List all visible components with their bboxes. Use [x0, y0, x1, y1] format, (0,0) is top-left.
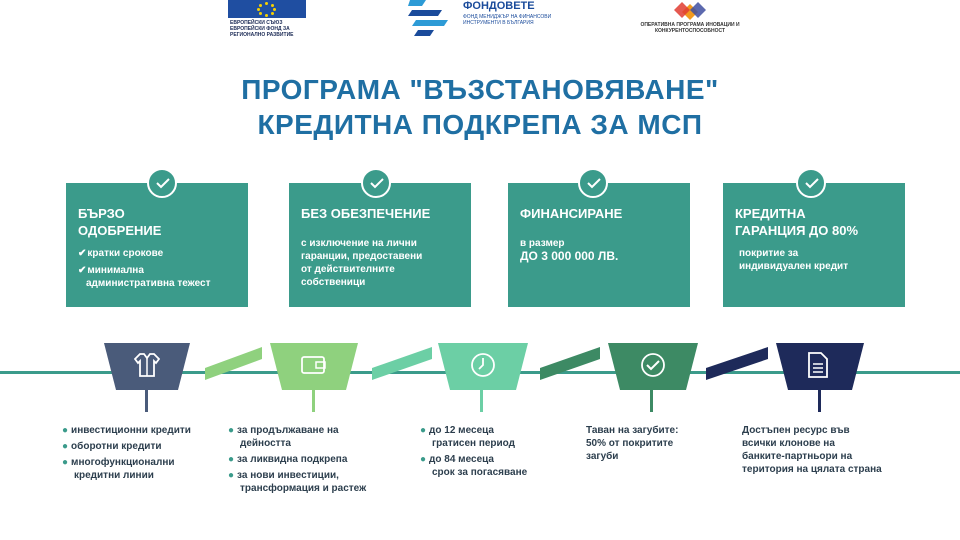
clock-icon	[470, 352, 496, 378]
card-text: покритие за индивидуален кредит	[739, 248, 849, 272]
bottom-list-purposes: ● за продължаване на дейността ● за ликвидна подкрепа ● за нови инвестиции, трансформация и растеж	[228, 425, 367, 494]
check-circle-icon	[578, 168, 608, 198]
timeline-shapes	[0, 335, 960, 425]
connector-shape	[372, 347, 432, 380]
title-line-2: КРЕДИТНА ПОДКРЕПА ЗА МСП	[257, 109, 703, 140]
bottom-text-availability: Достъпен ресурс във всички клонове на банките-партньори на територия на цялата страна	[742, 425, 882, 475]
check-circle-icon	[796, 168, 826, 198]
document-icon	[806, 351, 830, 379]
card-title: КРЕДИТНА ГАРАНЦИЯ ДО 80%	[735, 206, 859, 238]
card-text: с изключение на лични гаранции, предоставени от действителните собственици	[301, 238, 423, 288]
card-no-collateral	[289, 183, 471, 307]
fond-logo	[408, 0, 568, 46]
connector-shape	[205, 347, 262, 380]
op-mark-icon	[668, 0, 712, 22]
card-bullets: ✔кратки срокове ✔минимална административна тежест	[78, 248, 211, 289]
card-title: БЕЗ ОБЕЗПЕЧЕНИЕ	[301, 206, 431, 221]
card-title: БЪРЗО ОДОБРЕНИЕ	[78, 206, 162, 238]
shirt-icon	[134, 352, 160, 378]
check-icon: ✔	[78, 265, 87, 276]
card-financing	[508, 183, 690, 307]
bottom-list-terms: ● до 12 месеца гратисен период ● до 84 месеца срок за погасяване	[420, 425, 528, 478]
bottom-text-loss-cap: Таван на загубите: 50% от покритите загуби	[586, 425, 679, 462]
card-credit-guarantee	[723, 183, 905, 307]
op-logo	[640, 0, 740, 48]
card-title: ФИНАНСИРАНЕ	[520, 206, 623, 221]
eu-flag-icon	[228, 0, 306, 18]
fond-logo-name: ФОНДОВЕТЕ	[463, 0, 535, 12]
title-line-1: ПРОГРАМА "ВЪЗСТАНОВЯВАНЕ"	[241, 74, 719, 105]
card-text: в размер ДО 3 000 000 ЛВ.	[520, 238, 619, 263]
page-title	[0, 72, 960, 142]
check-circle-icon	[147, 168, 177, 198]
op-logo-subtitle: ОПЕРАТИВНА ПРОГРАМА ИНОВАЦИИ И КОНКУРЕНТОСПОСОБНОСТ	[640, 22, 740, 34]
check-circle-outline-icon	[640, 352, 666, 378]
card-fast-approval	[66, 183, 248, 307]
fond-logo-subtitle: ФОНД МЕНИДЖЪР НА ФИНАНСОВИ ИНСТРУМЕНТИ В БЪЛГАРИЯ	[463, 14, 552, 26]
bottom-list-credits: ● инвестиционни кредити ● оборотни кредити ● многофункционални кредитни линии	[62, 425, 191, 481]
eu-logo	[228, 0, 306, 42]
check-icon: ✔	[78, 248, 87, 259]
eu-logo-text: ЕВРОПЕЙСКИ СЪЮЗ ЕВРОПЕЙСКИ ФОНД ЗА РЕГИОНАЛНО РАЗВИТИЕ	[230, 20, 294, 38]
fond-mark-icon	[408, 0, 458, 40]
connector-shape	[706, 347, 768, 380]
connector-shape	[540, 347, 600, 380]
check-circle-icon	[361, 168, 391, 198]
wallet-icon	[300, 354, 328, 376]
